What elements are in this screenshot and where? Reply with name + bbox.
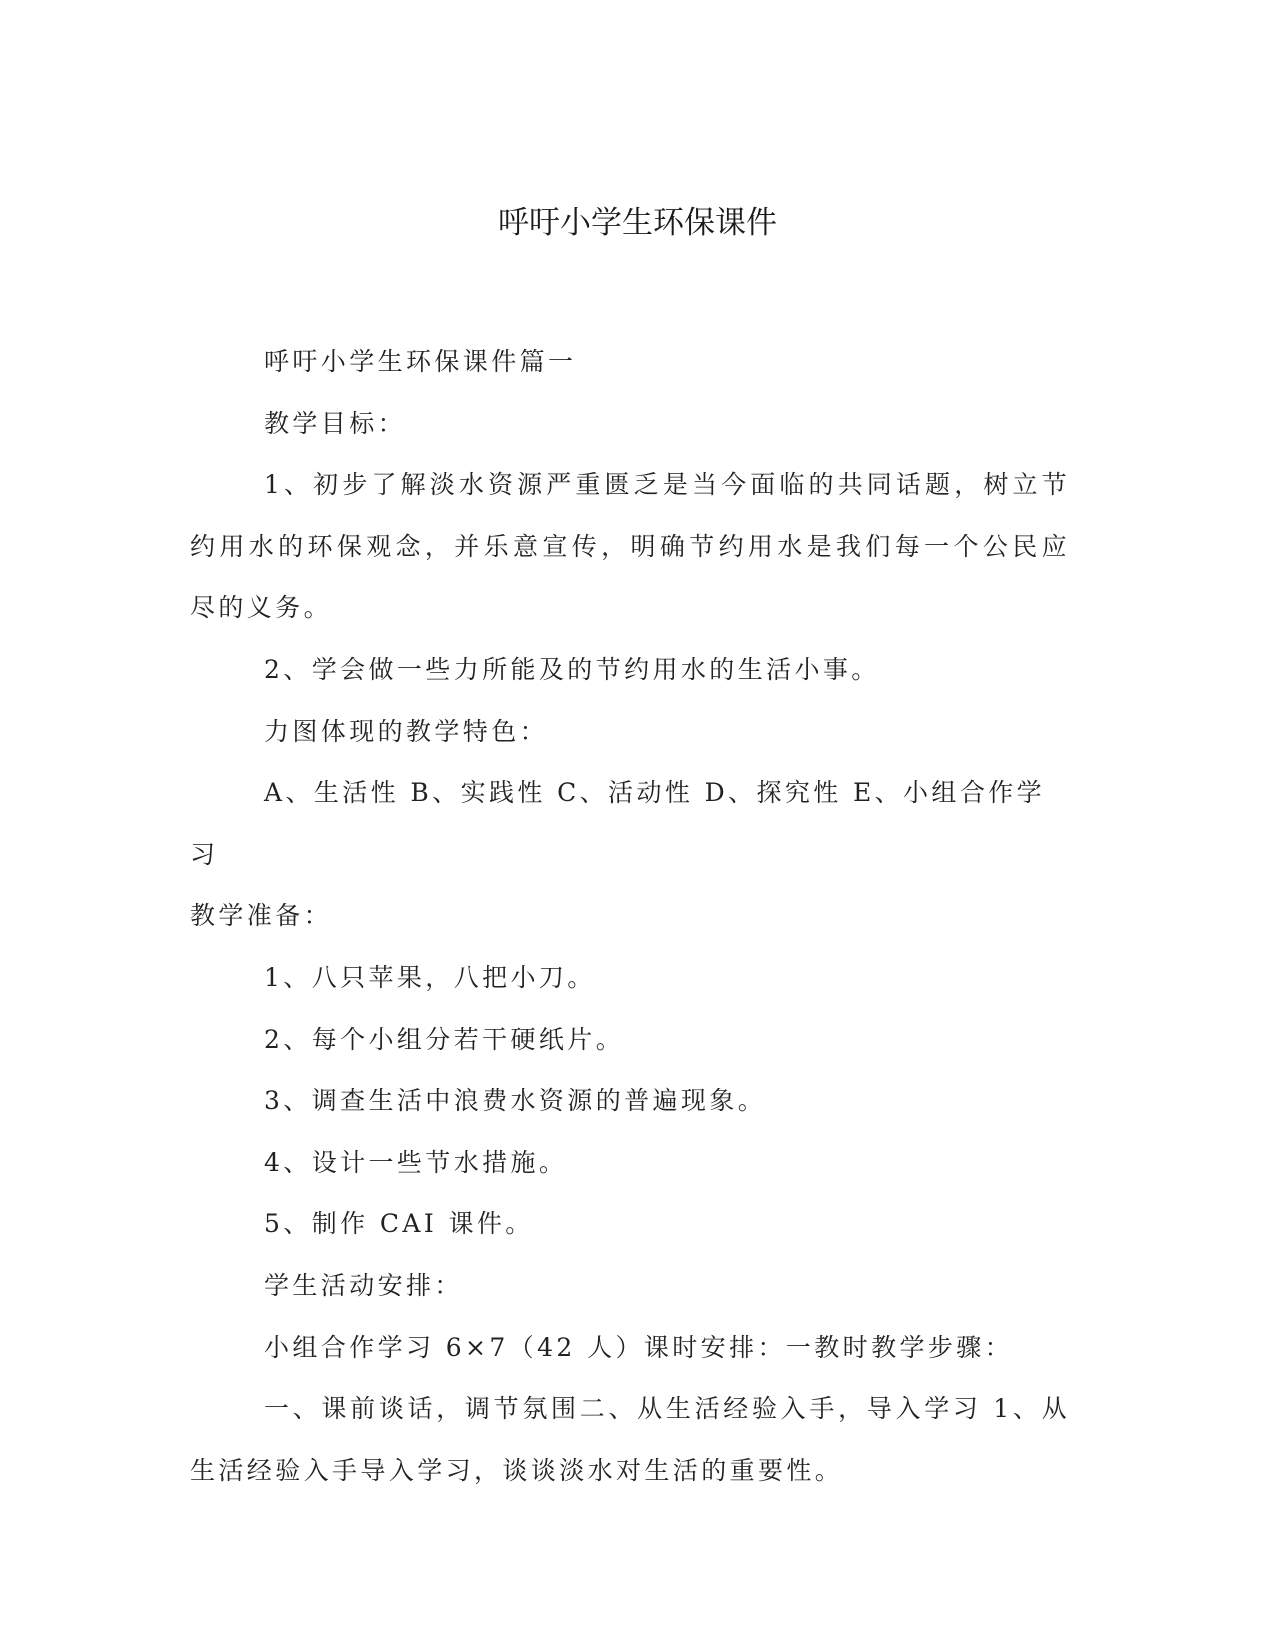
- list-item: 5、制作 CAI 课件。: [264, 1209, 534, 1239]
- paragraph: 教学准备：: [190, 901, 333, 931]
- paragraph: 教学目标：: [264, 408, 407, 438]
- list-item: 3、调查生活中浪费水资源的普遍现象。: [264, 1086, 767, 1116]
- paragraph: 1、初步了解淡水资源严重匮乏是当今面临的共同话题，树立节约用水的环保观念，并乐意宣传，明确节约用水是我们每一个公民应尽的义务。: [190, 470, 1070, 623]
- document-title: 呼吁小学生环保课件: [498, 205, 777, 241]
- document-body: [190, 331, 1070, 1501]
- paragraph: 小组合作学习 6×7（42 人）课时安排：一教时教学步骤：: [264, 1332, 1014, 1362]
- list-item: 2、每个小组分若干硬纸片。: [264, 1024, 625, 1054]
- paragraph: 一、课前谈话，调节氛围二、从生活经验入手，导入学习 1、从生活经验入手导入学习，谈谈淡水对生活的重要性。: [190, 1394, 1070, 1485]
- paragraph: A、生活性 B、实践性 C、活动性 D、探究性 E、小组合作学习: [190, 778, 1046, 869]
- list-item: 1、八只苹果，八把小刀。: [264, 962, 596, 992]
- paragraph: 2、学会做一些力所能及的节约用水的生活小事。: [264, 654, 880, 684]
- paragraph: 力图体现的教学特色：: [264, 716, 549, 746]
- paragraph: 学生活动安排：: [264, 1270, 463, 1300]
- list-item: 4、设计一些节水措施。: [264, 1147, 568, 1177]
- section-heading: 呼吁小学生环保课件篇一: [264, 347, 577, 376]
